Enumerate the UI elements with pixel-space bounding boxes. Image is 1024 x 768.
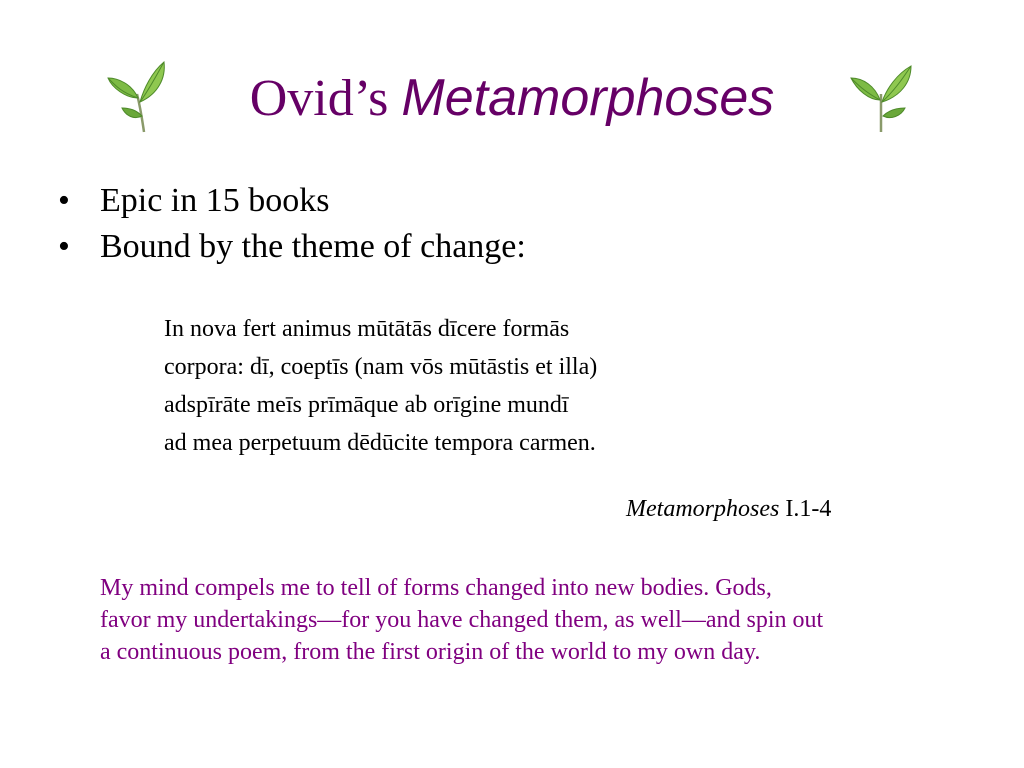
latin-line: ad mea perpetuum dēdūcite tempora carmen. (164, 430, 596, 456)
translation-line: favor my undertakings—for you have changed them, as well—and spin out (100, 607, 824, 633)
title-author: Ovid’s (249, 70, 389, 127)
latin-quote (164, 310, 597, 462)
bullet-item (58, 224, 526, 270)
bullet-list (58, 178, 526, 270)
citation (626, 490, 831, 528)
citation-ref: I.1-4 (785, 496, 832, 522)
bullet-text: Bound by the theme of change: (100, 228, 526, 265)
bullet-text: Epic in 15 books (100, 182, 330, 219)
bullet-dot: • (58, 228, 70, 265)
translation-line: a continuous poem, from the first origin of the world to my own day. (100, 639, 761, 665)
citation-work: Metamorphoses (626, 496, 780, 522)
latin-line: In nova fert animus mūtātās dīcere formās (164, 316, 570, 342)
title-work: Metamorphoses (401, 69, 775, 127)
translation-line: My mind compels me to tell of forms changed into new bodies. Gods, (100, 575, 772, 601)
leaf-sprig-icon (845, 58, 915, 134)
bullet-dot: • (58, 182, 70, 219)
bullet-item (58, 178, 526, 224)
latin-line: corpora: dī, coeptīs (nam vōs mūtāstis et illa) (164, 354, 598, 380)
translation (100, 572, 980, 668)
latin-line: adspīrāte meīs prīmāque ab orīgine mundī (164, 392, 569, 418)
